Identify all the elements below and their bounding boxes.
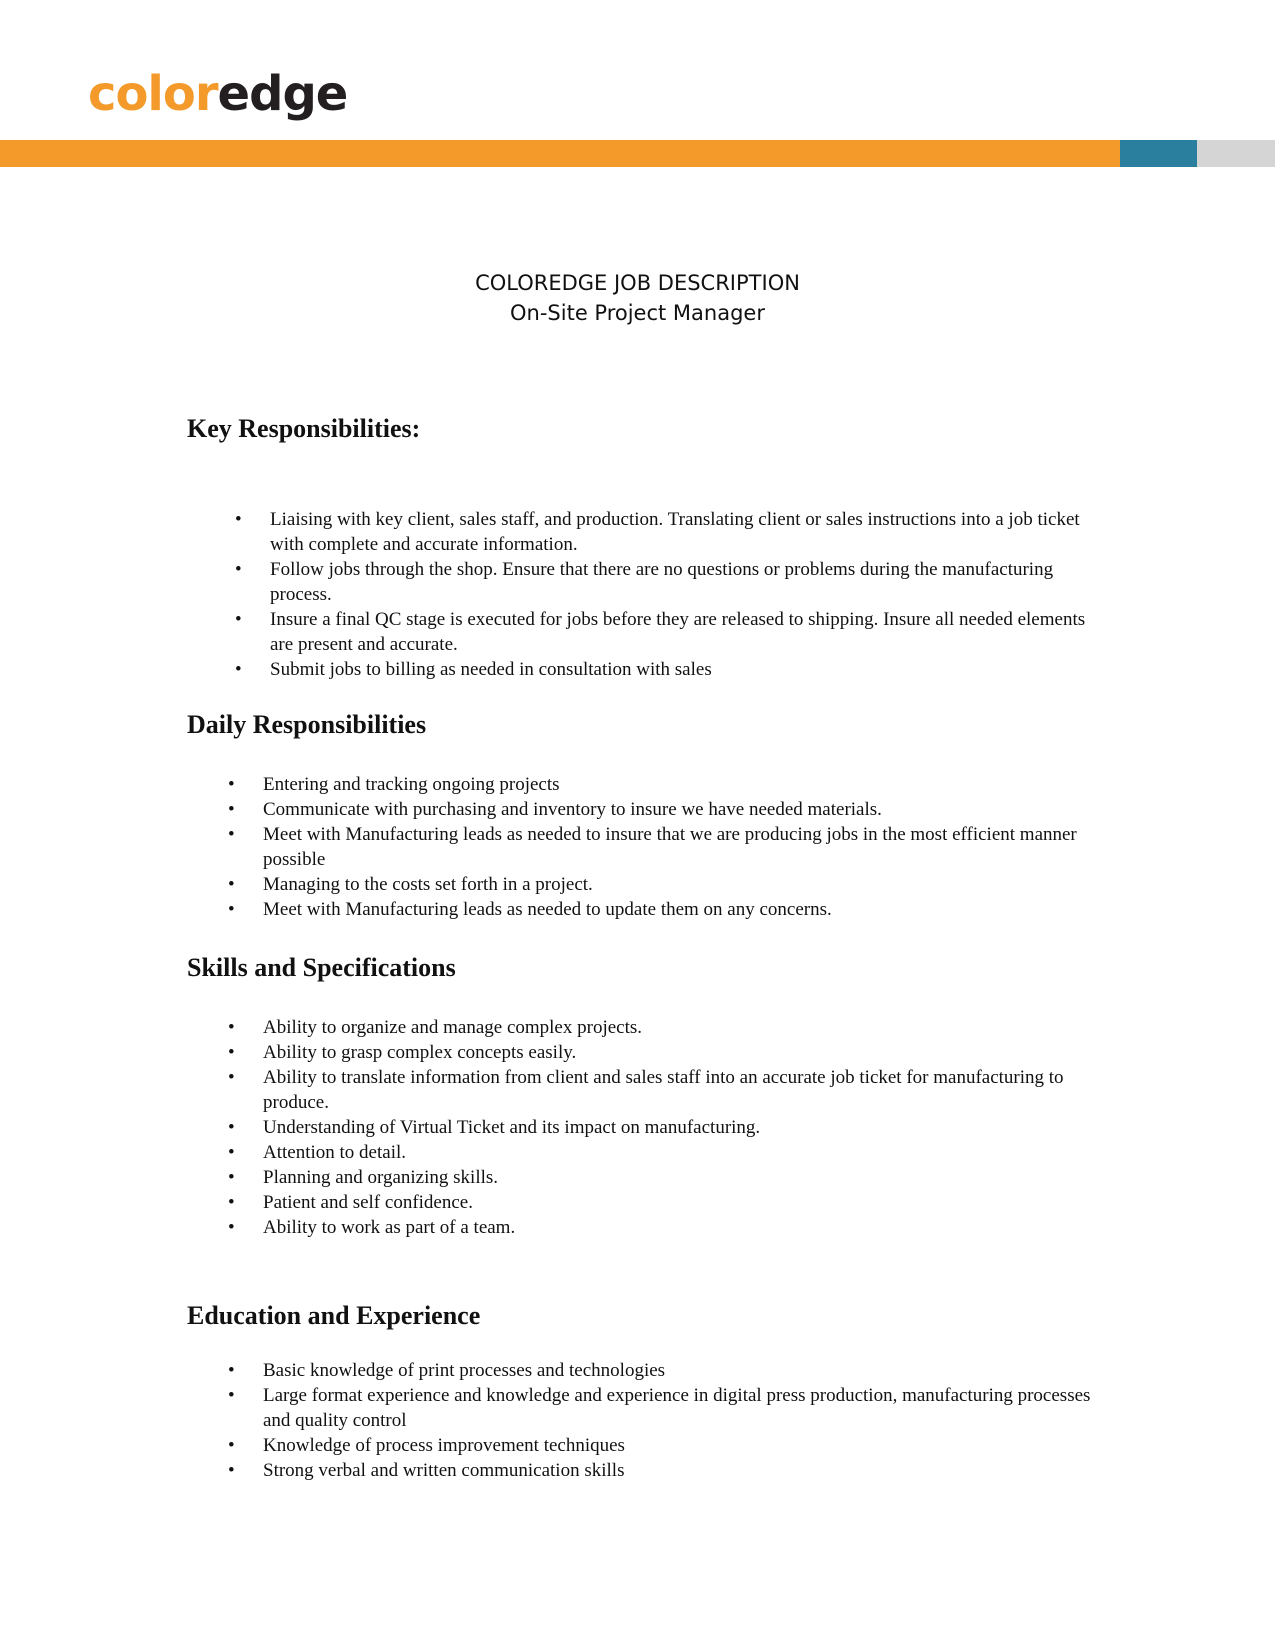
list-item: • Planning and organizing skills. (263, 1165, 1103, 1190)
list-item: • Entering and tracking ongoing projects (263, 772, 1103, 797)
list-item: • Attention to detail. (263, 1140, 1103, 1165)
list-item: • Communicate with purchasing and inventory to insure we have needed materials. (263, 797, 1103, 822)
heading-key-responsibilities: Key Responsibilities: (187, 414, 421, 443)
skills-specifications-list (263, 1015, 1103, 1240)
document-title-block (0, 268, 1275, 328)
list-item: • Strong verbal and written communication skills (263, 1458, 1103, 1483)
heading-skills-specifications: Skills and Specifications (187, 953, 456, 982)
list-item: • Insure a final QC stage is executed for jobs before they are released to shipping. Insure all needed elements are present and accurate. (270, 607, 1100, 657)
logo-text-edge: edge (217, 66, 348, 122)
education-experience-list (263, 1358, 1103, 1483)
list-item: • Submit jobs to billing as needed in consultation with sales (270, 657, 1100, 682)
list-item: • Large format experience and knowledge and experience in digital press production, manufacturing processes and quality control (263, 1383, 1103, 1433)
list-item: • Meet with Manufacturing leads as needed to update them on any concerns. (263, 897, 1103, 922)
list-item: • Ability to work as part of a team. (263, 1215, 1103, 1240)
list-item: • Patient and self confidence. (263, 1190, 1103, 1215)
list-item: • Follow jobs through the shop. Ensure that there are no questions or problems during the manufacturing process. (270, 557, 1100, 607)
document-title: COLOREDGE JOB DESCRIPTION (475, 271, 800, 295)
list-item: • Knowledge of process improvement techniques (263, 1433, 1103, 1458)
list-item: • Liaising with key client, sales staff, and production. Translating client or sales instructions into a job ticket with complete and accurate information. (270, 507, 1100, 557)
logo-text-color: color (88, 66, 218, 122)
list-item: • Understanding of Virtual Ticket and its impact on manufacturing. (263, 1115, 1103, 1140)
header-band-orange (0, 140, 1120, 167)
list-item: • Managing to the costs set forth in a project. (263, 872, 1103, 897)
heading-education-experience: Education and Experience (187, 1301, 481, 1330)
daily-responsibilities-list (263, 772, 1103, 922)
list-item: • Meet with Manufacturing leads as needed to insure that we are producing jobs in the most efficient manner possible (263, 822, 1103, 872)
list-item: • Ability to translate information from client and sales staff into an accurate job ticket for manufacturing to produce. (263, 1065, 1103, 1115)
list-item: • Ability to organize and manage complex projects. (263, 1015, 1103, 1040)
company-logo (88, 66, 348, 122)
list-item: • Ability to grasp complex concepts easily. (263, 1040, 1103, 1065)
list-item: • Basic knowledge of print processes and technologies (263, 1358, 1103, 1383)
key-responsibilities-list (270, 507, 1100, 682)
document-subtitle: On-Site Project Manager (510, 301, 765, 325)
header-band-teal (1120, 140, 1197, 167)
heading-daily-responsibilities: Daily Responsibilities (187, 710, 427, 739)
header-band-grey (1197, 140, 1275, 167)
